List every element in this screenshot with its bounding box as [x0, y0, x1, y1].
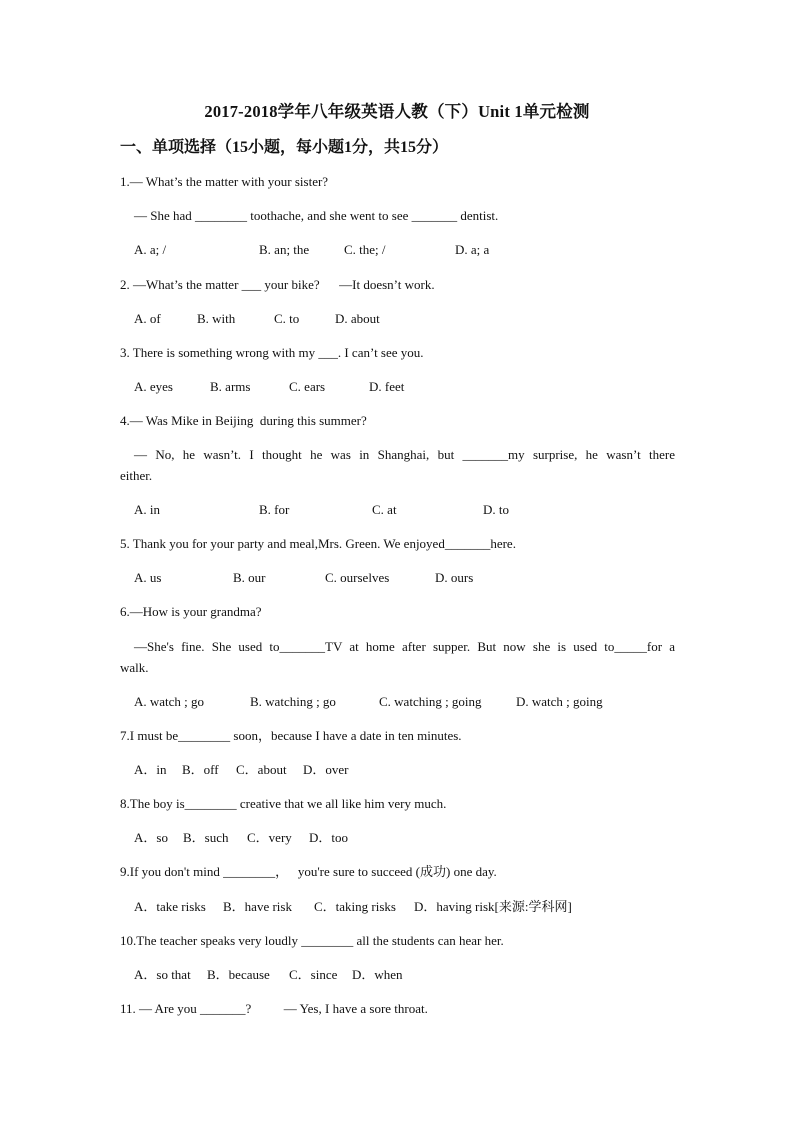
q8-option-a: A．so	[134, 830, 168, 845]
q7-option-d: D．over	[303, 762, 349, 777]
q2-option-d: D. about	[335, 311, 380, 326]
q5-option-c: C. ourselves	[325, 570, 390, 585]
q10-stem: 10.The teacher speaks very loudly ________ all the students can hear her.	[120, 933, 504, 948]
q6-option-d: D. watch ; going	[516, 694, 603, 709]
q6-option-b: B. watching ; go	[250, 694, 336, 709]
q7-stem: 7.I must be________ soon，because I have a date in ten minutes.	[120, 728, 462, 743]
q3-option-b: B. arms	[210, 379, 251, 394]
q1-response: — She had ________ toothache, and she went to see _______ dentist.	[134, 208, 499, 223]
q4-response: — No, he wasn’t. I thought he was in Shanghai, but _______my surprise, he wasn’t there	[134, 447, 675, 462]
q4-stem: 4.— Was Mike in Beijing during this summer?	[120, 413, 367, 428]
q8-stem: 8.The boy is________ creative that we all like him very much.	[120, 796, 447, 811]
q2-option-a: A. of	[134, 311, 161, 326]
q9-option-a: A．take risks	[134, 899, 206, 914]
q6-response-cont: walk.	[120, 660, 149, 675]
q9-option-b: B．have risk	[223, 899, 292, 914]
q1-option-b: B. an; the	[259, 242, 310, 257]
q1-stem: 1.— What’s the matter with your sister?	[120, 174, 329, 189]
q3-option-a: A. eyes	[134, 379, 173, 394]
q1-option-c: C. the; /	[344, 242, 386, 257]
q7-option-a: A．in	[134, 762, 167, 777]
q5-stem: 5. Thank you for your party and meal,Mrs. Green. We enjoyed_______here.	[120, 536, 516, 551]
q11-stem: 11. — Are you _______? — Yes, I have a sore throat.	[120, 1001, 428, 1016]
q1-option-a: A. a; /	[134, 242, 167, 257]
q6-option-c: C. watching ; going	[379, 694, 482, 709]
document-title: 2017-2018学年八年级英语人教（下）Unit 1单元检测	[204, 102, 590, 121]
q4-option-d: D. to	[483, 502, 509, 517]
q8-option-d: D．too	[309, 830, 349, 845]
section-heading: 一、单项选择（15小题，每小题1分，共15分）	[120, 139, 449, 156]
q4-response-cont: either.	[120, 468, 153, 483]
q6-stem: 6.—How is your grandma?	[120, 604, 262, 619]
q4-option-c: C. at	[372, 502, 397, 517]
q8-option-b: B．such	[183, 830, 229, 845]
q10-option-b: B．because	[207, 967, 270, 982]
q6-option-a: A. watch ; go	[134, 694, 205, 709]
q7-option-b: B．off	[182, 762, 219, 777]
q4-option-b: B. for	[259, 502, 290, 517]
q10-option-c: C．since	[289, 967, 338, 982]
q7-option-c: C．about	[236, 762, 287, 777]
q6-response: —She's fine. She used to_______TV at home after supper. But now she is used to_____for a	[134, 639, 675, 654]
q10-option-a: A．so that	[134, 967, 191, 982]
q9-option-d: D．having risk[来源:学科网]	[414, 899, 572, 914]
q9-option-c: C．taking risks	[314, 899, 396, 914]
q4-option-a: A. in	[134, 502, 160, 517]
q2-option-b: B. with	[197, 311, 236, 326]
q3-option-d: D. feet	[369, 379, 405, 394]
q2-option-c: C. to	[274, 311, 300, 326]
q5-option-d: D. ours	[435, 570, 474, 585]
q9-stem: 9.If you don't mind ________， you're sure to succeed (成功) one day.	[120, 864, 497, 879]
q3-stem: 3. There is something wrong with my ___. I can’t see you.	[120, 345, 424, 360]
q1-option-d: D. a; a	[455, 242, 490, 257]
q5-option-a: A. us	[134, 570, 162, 585]
q8-option-c: C．very	[247, 830, 292, 845]
q10-option-d: D．when	[352, 967, 403, 982]
q2-stem: 2. —What’s the matter ___ your bike? —It doesn’t work.	[120, 277, 435, 292]
q3-option-c: C. ears	[289, 379, 326, 394]
q5-option-b: B. our	[233, 570, 266, 585]
